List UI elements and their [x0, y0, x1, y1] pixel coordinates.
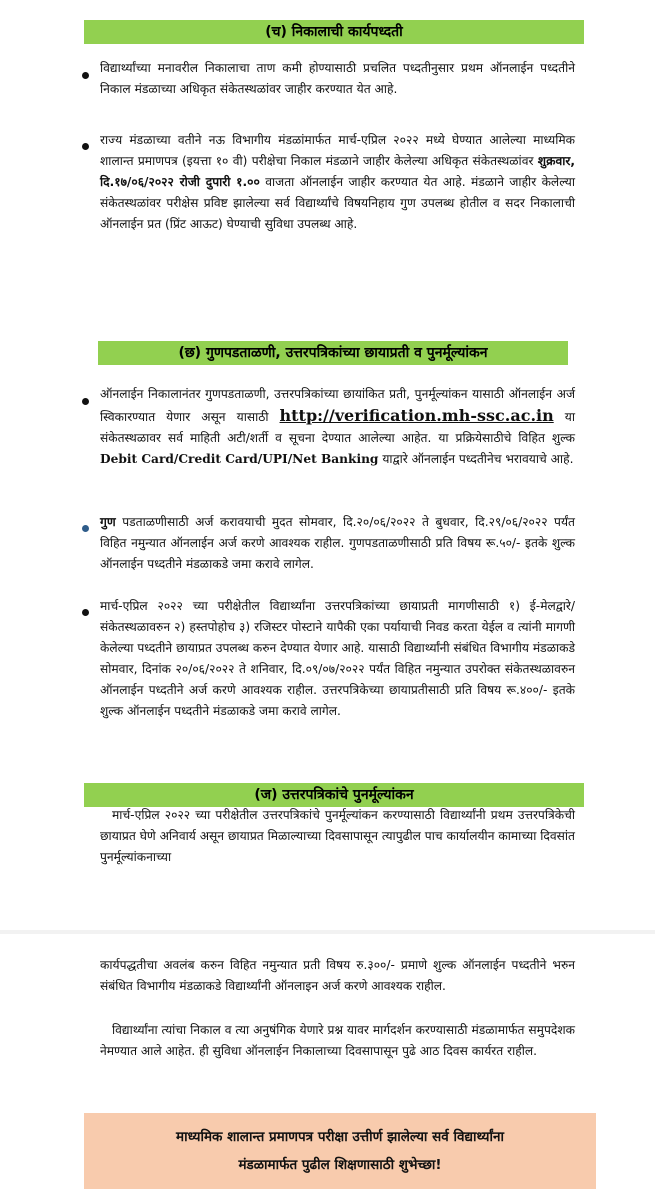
section-j-para-3: विद्यार्थ्यांना त्यांचा निकाल व त्या अनुषंगिक येणारे प्रश्न यावर मार्गदर्शन करण्यासाठी मंडळामार्फत समुपदेशक नेमण्यात आले आहेत. ही सुविधा ऑनलाईन निकालाच्या दिवसापासून पुढे आठ दिवस कार्यरत राहील.	[100, 1023, 575, 1058]
section-j-para-1: मार्च-एप्रिल २०२२ च्या परीक्षेतील उत्तरपत्रिकांचे पुनर्मूल्यांकन करण्यासाठी विद्यार्थ्यांनी प्रथम उत्तरपत्रिकेची छायाप्रत घेणे अनिवार्य असून छायाप्रत मिळाल्याच्या दिवसापासून त्यापुढील पाच कार्यालयीन कामाच्या दिवसांत पुनर्मूल्यांकनाच्या	[100, 808, 575, 864]
bullet-icon	[82, 398, 89, 405]
payment-methods-bold: Debit Card/Credit Card/UPI/Net Banking	[100, 452, 379, 466]
section-chh-para-3: मार्च-एप्रिल २०२२ च्या परीक्षेतील विद्यार्थ्यांना उत्तरपत्रिकांच्या छायाप्रती मागणीसाठी १) ई-मेलद्वारे/संकेतस्थळावरुन २) हस्तपोहोच ३) रजिस्टर पोस्टाने यापैकी एका पर्यायाची निवड करता येईल व त्यांनी मागणी केलेल्या पध्दतीने छायाप्रत उपलब्ध करुन देण्यात येणार आहे. यासाठी विद्यार्थ्यांनी संबंधित विभागीय मंडळाकडे सोमवार, दिनांक २०/०६/२०२२ ते शनिवार, दि.०९/०७/२०२२ पर्यंत विहित नमुन्यात उपरोक्त संकेतस्थळावरुन ऑनलाईन पध्दतीने अर्ज करणे आवश्यक राहील. उत्तरपत्रिकेच्या छायाप्रतीसाठी प्रति विषय रू.४००/- इतके शुल्क ऑनलाईन पध्दतीने मंडळाकडे जमा करावे लागेल.	[100, 599, 575, 718]
bullet-icon	[82, 72, 89, 79]
section-chh-para-1-text-c: याद्वारे ऑनलाईन पध्दतीनेच भरावयाचे आहे.	[378, 452, 574, 466]
section-j-header: (ज) उत्तरपत्रिकांचे पुनर्मूल्यांकन	[84, 783, 584, 807]
banner-line-2: मंडळामार्फत पुढील शिक्षणासाठी शुभेच्छा!	[238, 1157, 442, 1173]
section-chh-para-2	[100, 512, 575, 575]
bullet-icon	[82, 609, 89, 616]
section-chh-para-2-bold: गुण	[100, 515, 116, 529]
bullet-icon	[82, 143, 89, 150]
section-ch-para-2	[100, 130, 575, 235]
section-ch-header: (च) निकालाची कार्यपध्दती	[84, 20, 584, 44]
section-j-para-2: कार्यपद्धतीचा अवलंब करुन विहित नमुन्यात प्रती विषय रु.३००/- प्रमाणे शुल्क ऑनलाईन पध्दतीने भरुन संबंधित विभागीय मंडळाकडे विद्यार्थ्यांनी ऑनलाइन अर्ज करणे आवश्यक राहील.	[100, 958, 575, 993]
congratulations-banner	[84, 1113, 596, 1189]
section-chh-para-1	[100, 384, 575, 470]
section-chh-header: (छ) गुणपडताळणी, उत्तरपत्रिकांच्या छायाप्रती व पुनर्मूल्यांकन	[98, 341, 568, 365]
verification-link[interactable]: http://verification.mh-ssc.ac.in	[279, 406, 554, 425]
section-ch-para-2-text-b: वाजता ऑनलाईन जाहीर करण्यात येत आहे. मंडळाने जाहीर केलेल्या संकेतस्थळांवर परीक्षेस प्रविष्ट झालेल्या सर्व विद्यार्थ्यांचे विषयनिहाय गुण उपलब्ध होतील व सदर निकालाची ऑनलाईन प्रत (प्रिंट आऊट) घेण्याची सुविधा उपलब्ध आहे.	[100, 175, 575, 231]
section-ch-para-1: विद्यार्थ्यांच्या मनावरील निकालाचा ताण कमी होण्यासाठी प्रचलित पध्दतीनुसार प्रथम ऑनलाईन पध्दतीने निकाल मंडळाच्या अधिकृत संकेतस्थळांवर जाहीर करण्यात येत आहे.	[100, 61, 575, 96]
banner-line-1: माध्यमिक शालान्त प्रमाणपत्र परीक्षा उत्तीर्ण झालेल्या सर्व विद्यार्थ्यांना	[176, 1129, 504, 1145]
result-date-bold: शुक्रवार, दि.१७/०६/२०२२ रोजी दुपारी १.००	[100, 154, 575, 189]
section-chh-para-2-text: पडताळणीसाठी अर्ज करावयाची मुदत सोमवार, दि.२०/०६/२०२२ ते बुधवार, दि.२९/०६/२०२२ पर्यंत विहित नमुन्यात ऑनलाईन अर्ज करणे आवश्यक राहील. गुणपडताळणीसाठी प्रति विषय रू.५०/- इतके शुल्क ऑनलाईन पध्दतीने मंडळाकडे जमा करावे लागेल.	[100, 515, 575, 571]
section-chh-para-1-text-b: या संकेतस्थळावर सर्व माहिती अटी/शर्ती व सूचना देण्यात आलेल्या आहेत. या प्रक्रियेसाठीचे विहित शुल्क	[100, 410, 575, 445]
section-chh-para-1-text-a: ऑनलाईन निकालानंतर गुणपडताळणी, उत्तरपत्रिकांच्या छायांकित प्रती, पुनर्मूल्यांकन यासाठी ऑनलाईन अर्ज स्विकारण्यात येणार असून यासाठी	[100, 387, 575, 424]
page-break-divider	[0, 930, 655, 934]
bullet-icon	[82, 525, 89, 532]
section-ch-para-2-text-a: राज्य मंडळाच्या वतीने नऊ विभागीय मंडळांमार्फत मार्च-एप्रिल २०२२ मध्ये घेण्यात आलेल्या माध्यमिक शालान्त प्रमाणपत्र (इयत्ता १० वी) परीक्षेचा निकाल मंडळाने जाहीर केलेल्या अधिकृत संकेतस्थळांवर	[100, 133, 575, 168]
